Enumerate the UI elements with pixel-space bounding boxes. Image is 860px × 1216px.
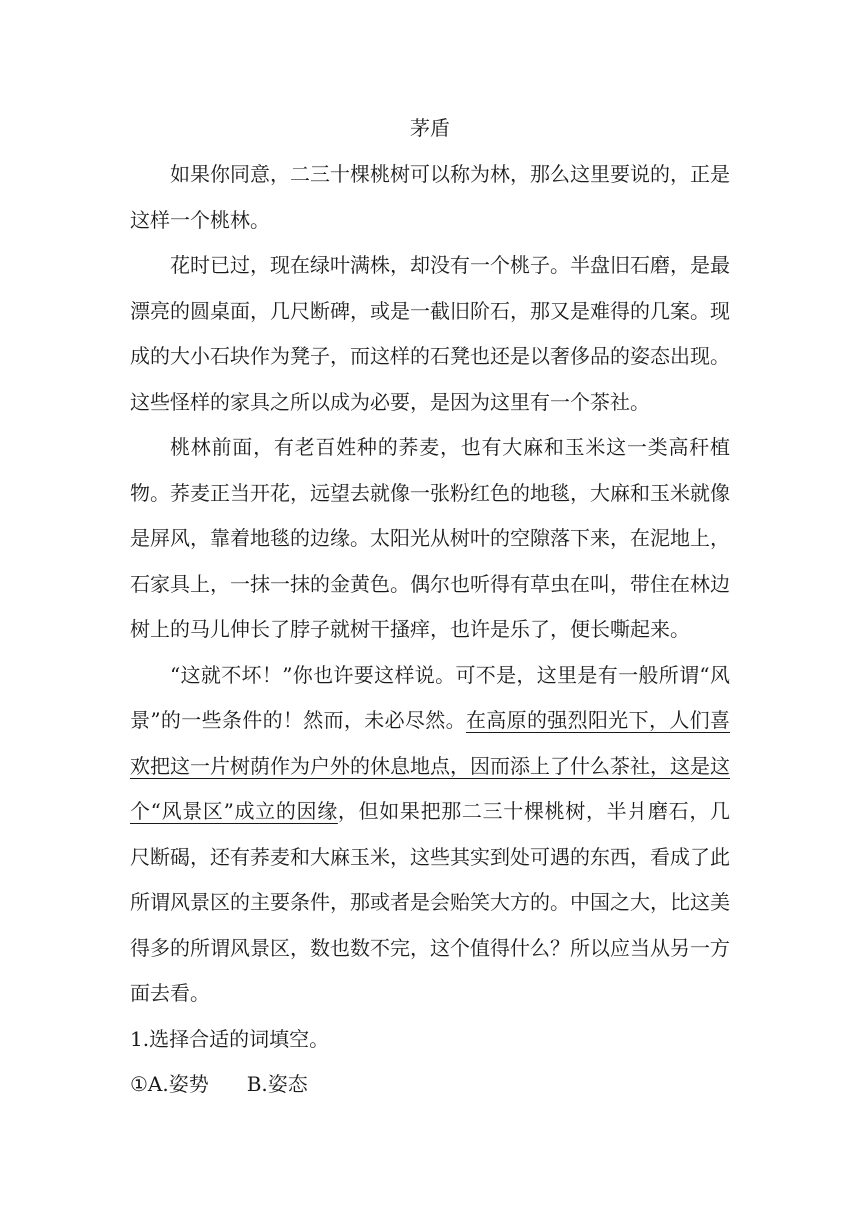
underlined-sentence: 在高原的强烈阳光下，人们喜欢把这一片树荫作为户外的休息地点，因而添上了什么茶社，这是这个“风景区”成立的因缘	[130, 708, 730, 823]
paragraph-2: 花时已过，现在绿叶满株，却没有一个桃子。半盘旧石磨，是最漂亮的圆桌面，几尺断碑，或是一截旧阶石，那又是难得的几案。现成的大小石块作为凳子，而这样的石凳也还是以奢侈品的姿态出现。这些怪样的家具之所以成为必要，是因为这里有一个茶社。	[130, 253, 730, 414]
option-a: ①A.姿势	[130, 1072, 209, 1096]
question-1-title: 1.选择合适的词填空。	[130, 1026, 330, 1051]
author-name: 茅盾	[410, 116, 450, 140]
paragraph-4	[130, 653, 730, 1017]
paragraph-1: 如果你同意，二三十棵桃树可以称为林，那么这里要说的，正是这样一个桃林。	[130, 162, 730, 232]
paragraph-3: 桃林前面，有老百姓种的荞麦，也有大麻和玉米这一类高秆植物。荞麦正当开花，远望去就像一张粉红色的地毯，大麻和玉米就像是屏风，靠着地毯的边缘。太阳光从树叶的空隙落下来，在泥地上，石家具上，一抹一抹的金黄色。偶尔也听得有草虫在叫，带住在林边树上的马儿伸长了脖子就树干搔痒，也许是乐了，便长嘶起来。	[130, 435, 730, 641]
paragraph-4-before: “这就不坏！”你也许要这样说。可不是，这里是有一般所谓“风景”的一些条件的！然而，未必尽然。	[130, 662, 730, 732]
question-1-options	[130, 1062, 730, 1108]
document-page	[130, 112, 730, 1108]
option-b: B.姿态	[246, 1072, 308, 1096]
paragraph-4-after: ，但如果把那二三十棵桃树，半爿磨石，几尺断碣，还有荞麦和大麻玉米，这些其实到处可遇的东西，看成了此所谓风景区的主要条件，那或者是会贻笑大方的。中国之大，比这美得多的所谓风景区，数也数不完，这个值得什么？所以应当从另一方面去看。	[130, 799, 731, 1005]
